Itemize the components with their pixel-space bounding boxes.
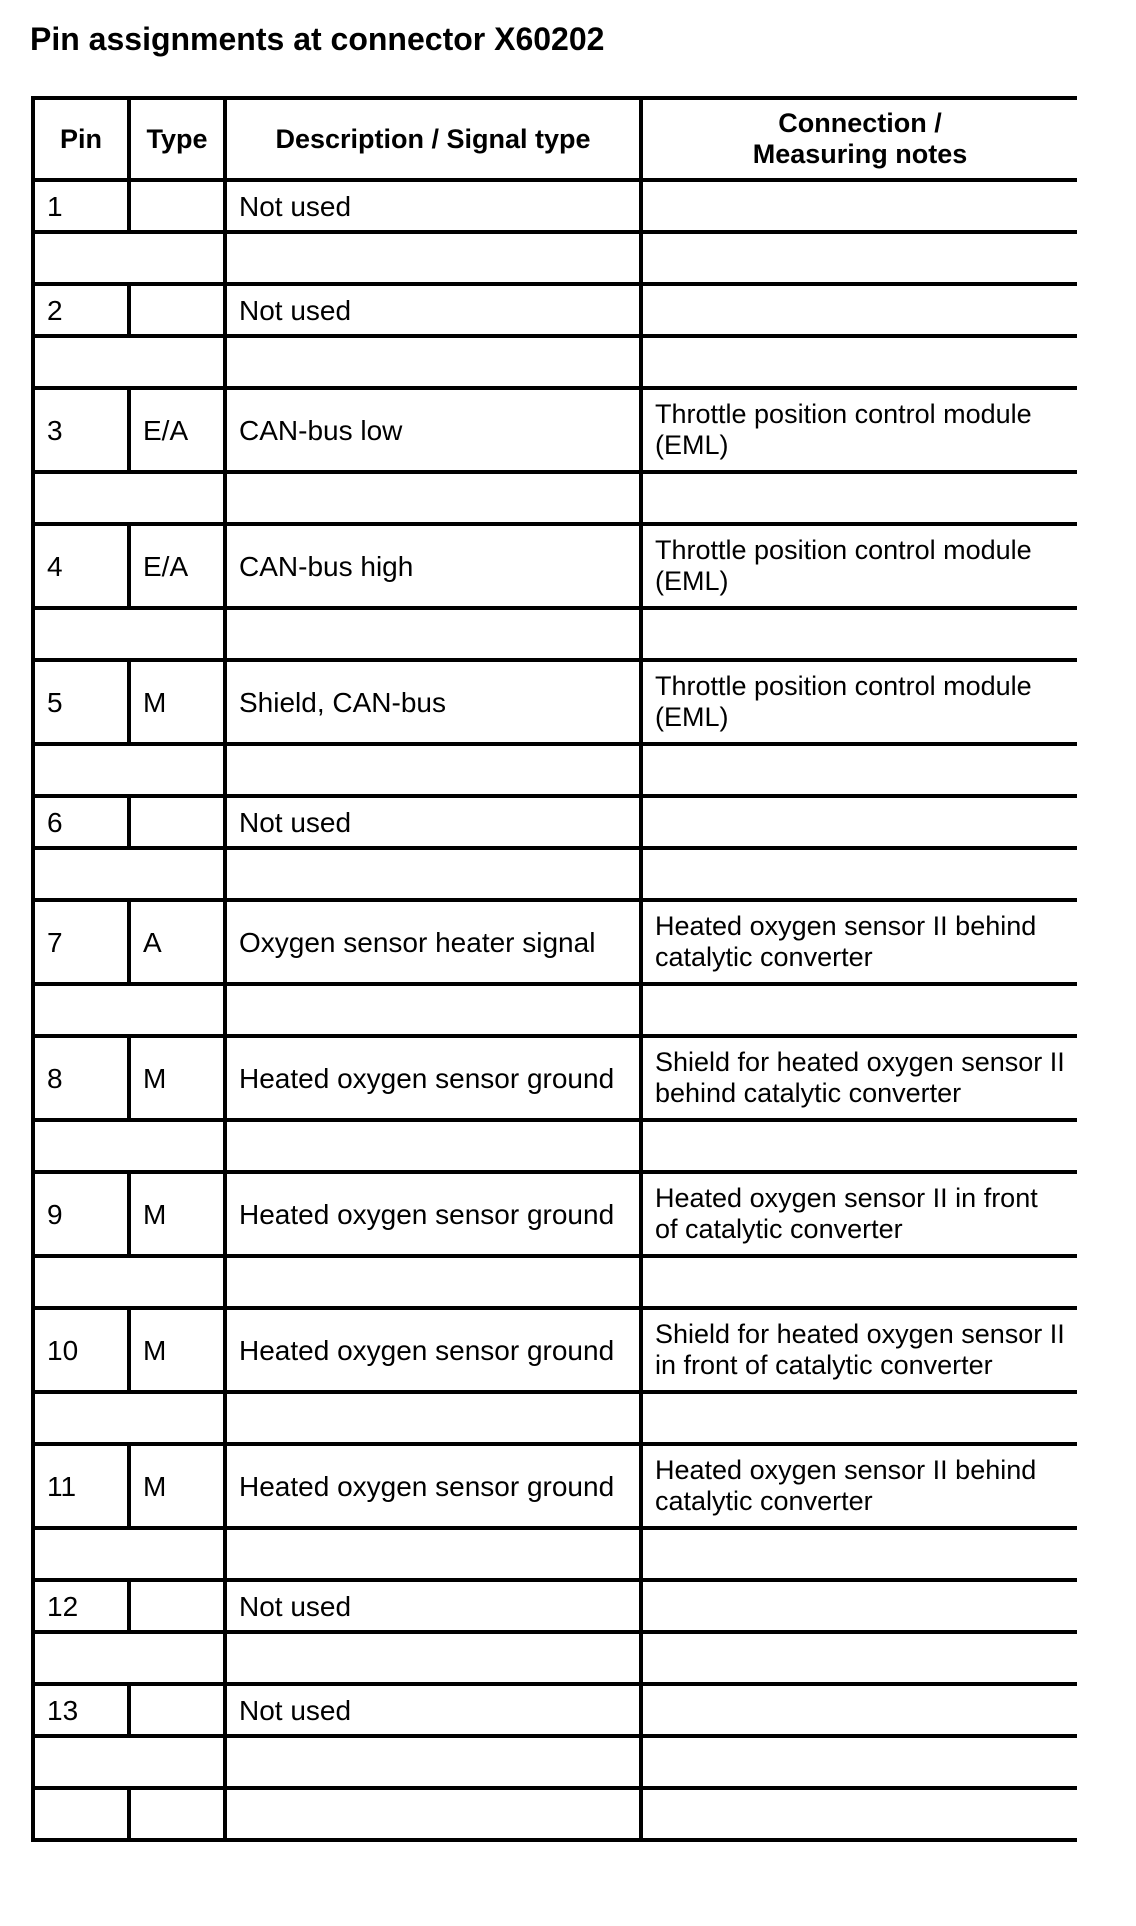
- cell-pin: 11: [33, 1444, 129, 1528]
- spacer-cell-description: [225, 1120, 641, 1172]
- header-pin: Pin: [33, 98, 129, 180]
- spacer-cell-connection: [641, 608, 1077, 660]
- spacer-cell-connection: [641, 1120, 1077, 1172]
- cell-pin: 7: [33, 900, 129, 984]
- cell-type: M: [129, 1172, 225, 1256]
- spacer-cell-connection: [641, 232, 1077, 284]
- table-row: [33, 388, 1077, 472]
- table-spacer-row: [33, 336, 1077, 388]
- spacer-cell-description: [225, 472, 641, 524]
- cell-pin: 9: [33, 1172, 129, 1256]
- spacer-cell-pin-type: [33, 336, 225, 388]
- cell-description: Not used: [225, 1684, 641, 1736]
- cell-connection: [641, 1684, 1077, 1736]
- cell-connection: [641, 1580, 1077, 1632]
- table-row: [33, 1580, 1077, 1632]
- cell-description: Not used: [225, 180, 641, 232]
- spacer-cell-description: [225, 336, 641, 388]
- spacer-cell-description: [225, 744, 641, 796]
- cell-pin: 12: [33, 1580, 129, 1632]
- cell-type: [129, 1788, 225, 1840]
- table-row: [33, 1788, 1077, 1840]
- cell-type: E/A: [129, 524, 225, 608]
- cell-pin: 5: [33, 660, 129, 744]
- cell-type: M: [129, 1308, 225, 1392]
- cell-type: M: [129, 1444, 225, 1528]
- table-row: [33, 1684, 1077, 1736]
- table-row: [33, 900, 1077, 984]
- cell-description: Not used: [225, 1580, 641, 1632]
- cell-type: E/A: [129, 388, 225, 472]
- spacer-cell-connection: [641, 336, 1077, 388]
- spacer-cell-pin-type: [33, 1632, 225, 1684]
- spacer-cell-pin-type: [33, 744, 225, 796]
- cell-connection: Heated oxygen sensor II behind catalytic converter: [641, 900, 1077, 984]
- cell-type: [129, 1580, 225, 1632]
- spacer-cell-pin-type: [33, 1528, 225, 1580]
- cell-connection: Throttle position control module (EML): [641, 388, 1077, 472]
- spacer-cell-pin-type: [33, 984, 225, 1036]
- cell-pin: 2: [33, 284, 129, 336]
- table-spacer-row: [33, 984, 1077, 1036]
- cell-type: A: [129, 900, 225, 984]
- cell-connection: [641, 796, 1077, 848]
- spacer-cell-description: [225, 608, 641, 660]
- cell-connection: [641, 1788, 1077, 1840]
- table-row: [33, 180, 1077, 232]
- cell-connection: Throttle position control module (EML): [641, 660, 1077, 744]
- table-spacer-row: [33, 472, 1077, 524]
- table-row: [33, 1308, 1077, 1392]
- table-header-row: [33, 98, 1077, 180]
- spacer-cell-connection: [641, 1632, 1077, 1684]
- page-title: Pin assignments at connector X60202: [30, 21, 605, 57]
- cell-connection: [641, 284, 1077, 336]
- cell-pin: 1: [33, 180, 129, 232]
- spacer-cell-description: [225, 232, 641, 284]
- table-row: [33, 1172, 1077, 1256]
- cell-pin: 3: [33, 388, 129, 472]
- header-type: Type: [129, 98, 225, 180]
- cell-description: Heated oxygen sensor ground: [225, 1036, 641, 1120]
- cell-type: M: [129, 1036, 225, 1120]
- spacer-cell-pin-type: [33, 1392, 225, 1444]
- cell-connection: Heated oxygen sensor II in front of catalytic converter: [641, 1172, 1077, 1256]
- table-row: [33, 284, 1077, 336]
- cell-type: [129, 284, 225, 336]
- spacer-cell-connection: [641, 1736, 1077, 1788]
- table-spacer-row: [33, 848, 1077, 900]
- spacer-cell-description: [225, 1256, 641, 1308]
- table-spacer-row: [33, 1120, 1077, 1172]
- spacer-cell-pin-type: [33, 608, 225, 660]
- header-connection: [641, 98, 1077, 180]
- table-body: [33, 180, 1077, 1840]
- spacer-cell-connection: [641, 744, 1077, 796]
- header-connection-label: Connection / Measuring notes: [752, 108, 968, 169]
- table-row: [33, 660, 1077, 744]
- header-description: Description / Signal type: [225, 98, 641, 180]
- table-spacer-row: [33, 1392, 1077, 1444]
- spacer-cell-pin-type: [33, 1120, 225, 1172]
- cell-type: [129, 796, 225, 848]
- table-container: [31, 96, 1077, 1926]
- spacer-cell-pin-type: [33, 848, 225, 900]
- spacer-cell-pin-type: [33, 1736, 225, 1788]
- table-spacer-row: [33, 232, 1077, 284]
- cell-description: Heated oxygen sensor ground: [225, 1444, 641, 1528]
- spacer-cell-description: [225, 1528, 641, 1580]
- cell-description: Oxygen sensor heater signal: [225, 900, 641, 984]
- cell-connection: Shield for heated oxygen sensor II behind catalytic converter: [641, 1036, 1077, 1120]
- cell-connection: [641, 180, 1077, 232]
- table-spacer-row: [33, 1736, 1077, 1788]
- cell-connection: Shield for heated oxygen sensor II in front of catalytic converter: [641, 1308, 1077, 1392]
- spacer-cell-pin-type: [33, 232, 225, 284]
- cell-description: [225, 1788, 641, 1840]
- spacer-cell-description: [225, 1392, 641, 1444]
- cell-description: CAN-bus high: [225, 524, 641, 608]
- cell-type: M: [129, 660, 225, 744]
- spacer-cell-connection: [641, 848, 1077, 900]
- cell-connection: Heated oxygen sensor II behind catalytic converter: [641, 1444, 1077, 1528]
- spacer-cell-description: [225, 848, 641, 900]
- cell-description: Shield, CAN-bus: [225, 660, 641, 744]
- table-spacer-row: [33, 1528, 1077, 1580]
- cell-pin: [33, 1788, 129, 1840]
- cell-description: Not used: [225, 796, 641, 848]
- table-spacer-row: [33, 1256, 1077, 1308]
- cell-pin: 4: [33, 524, 129, 608]
- cell-description: Heated oxygen sensor ground: [225, 1308, 641, 1392]
- pin-assignment-table: [31, 96, 1077, 1842]
- table-row: [33, 1444, 1077, 1528]
- cell-pin: 13: [33, 1684, 129, 1736]
- table-row: [33, 796, 1077, 848]
- cell-pin: 8: [33, 1036, 129, 1120]
- cell-pin: 6: [33, 796, 129, 848]
- spacer-cell-connection: [641, 984, 1077, 1036]
- spacer-cell-connection: [641, 472, 1077, 524]
- spacer-cell-description: [225, 1736, 641, 1788]
- cell-type: [129, 180, 225, 232]
- spacer-cell-description: [225, 984, 641, 1036]
- cell-description: Heated oxygen sensor ground: [225, 1172, 641, 1256]
- cell-connection: Throttle position control module (EML): [641, 524, 1077, 608]
- cell-type: [129, 1684, 225, 1736]
- table-row: [33, 1036, 1077, 1120]
- spacer-cell-connection: [641, 1528, 1077, 1580]
- spacer-cell-pin-type: [33, 1256, 225, 1308]
- table-row: [33, 524, 1077, 608]
- spacer-cell-connection: [641, 1256, 1077, 1308]
- table-spacer-row: [33, 608, 1077, 660]
- cell-description: Not used: [225, 284, 641, 336]
- spacer-cell-connection: [641, 1392, 1077, 1444]
- table-spacer-row: [33, 744, 1077, 796]
- cell-pin: 10: [33, 1308, 129, 1392]
- cell-description: CAN-bus low: [225, 388, 641, 472]
- table-spacer-row: [33, 1632, 1077, 1684]
- spacer-cell-description: [225, 1632, 641, 1684]
- spacer-cell-pin-type: [33, 472, 225, 524]
